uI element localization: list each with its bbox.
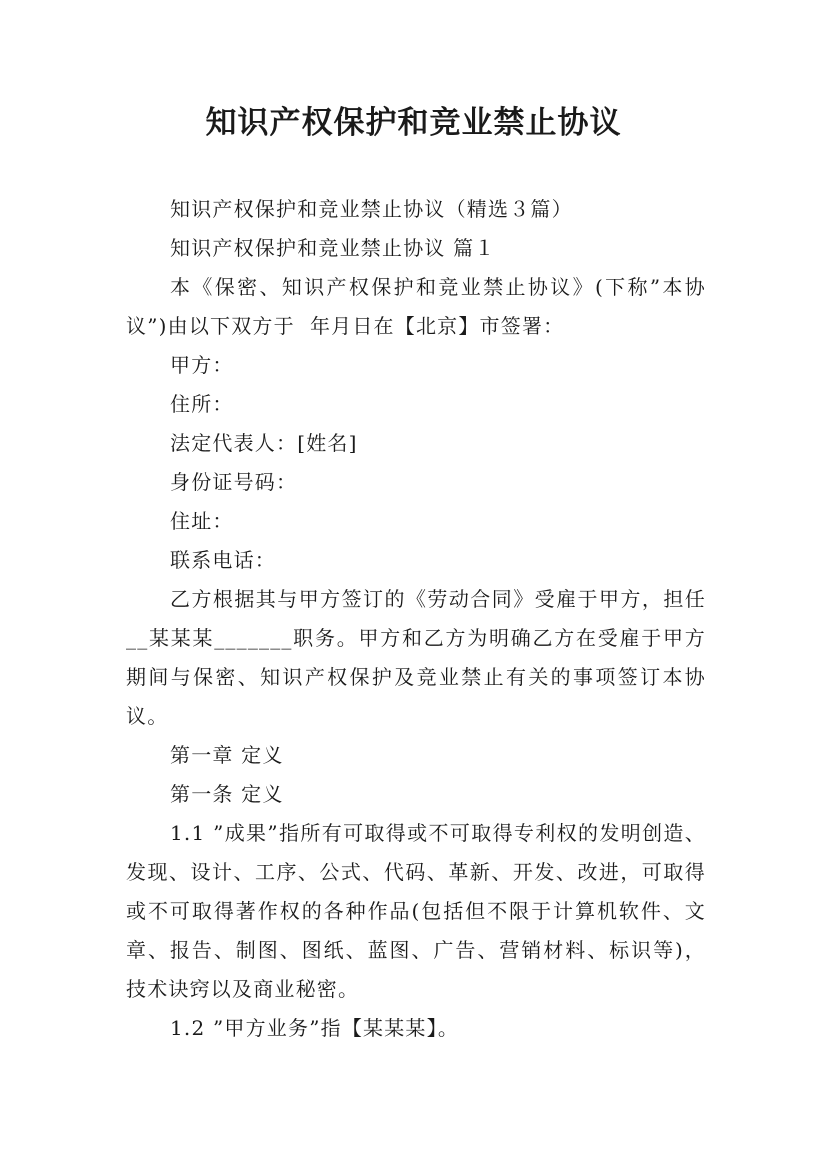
document-body — [126, 190, 706, 1048]
paragraph-clause-1-1: 1.1 ”成果”指所有可取得或不可取得专利权的发明创造、发现、设计、工序、公式、代码、革新、开发、改进，可取得或不可取得著作权的各种作品(包括但不限于计算机软件、文章、报告、制图、图纸、蓝图、广告、营销材料、标识等)，技术诀窍以及商业秘密。 — [126, 821, 706, 1001]
document-title: 知识产权保护和竞业禁止协议 — [205, 105, 622, 141]
paragraph-residence: 住所： — [170, 392, 234, 416]
paragraph-id-number: 身份证号码： — [170, 470, 298, 494]
paragraph-clause-1-2: 1.2 ”甲方业务”指【某某某】。 — [170, 1016, 460, 1040]
paragraph-party-a: 甲方： — [170, 353, 234, 377]
paragraph-legal-rep: 法定代表人：[姓名] — [170, 431, 358, 455]
paragraph-subtitle: 知识产权保护和竞业禁止协议（精选３篇） — [170, 197, 573, 221]
paragraph-article-1: 第一条 定义 — [170, 782, 284, 806]
paragraph-party-b: 乙方根据其与甲方签订的《劳动合同》受雇于甲方，担任__某某某_______职务。甲方和乙方为明确乙方在受雇于甲方期间与保密、知识产权保护及竞业禁止有关的事项签订本协议。 — [126, 587, 706, 728]
paragraph-intro: 本《保密、知识产权保护和竞业禁止协议》(下称”本协议”)由以下双方于 年月日在【北京】市签署： — [126, 275, 706, 338]
paragraph-section-heading: 知识产权保护和竞业禁止协议 篇１ — [170, 236, 496, 260]
paragraph-chapter-1: 第一章 定义 — [170, 743, 284, 767]
paragraph-address: 住址： — [170, 509, 234, 533]
paragraph-phone: 联系电话： — [170, 548, 276, 572]
